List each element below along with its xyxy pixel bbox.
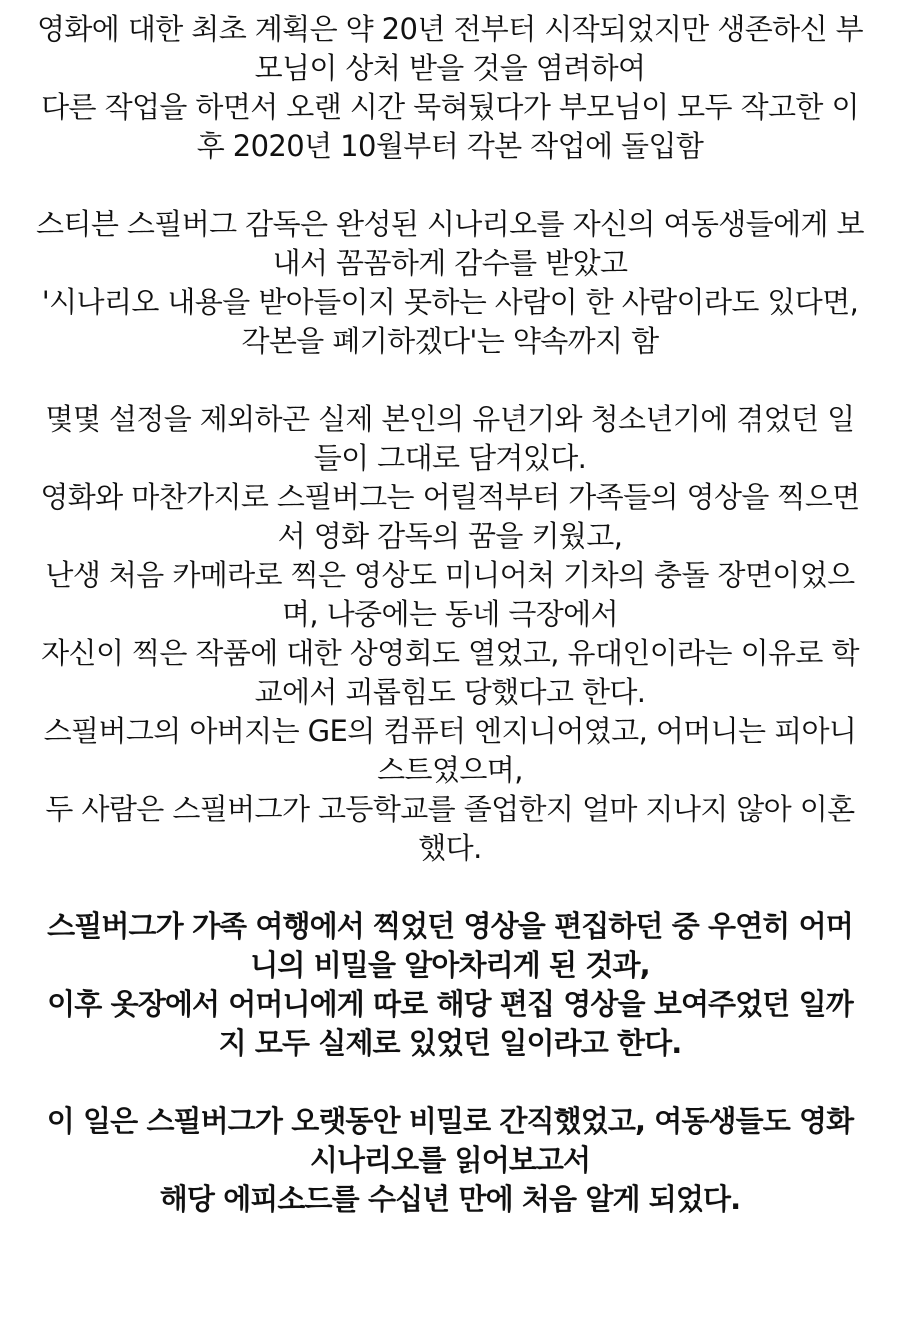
text-line: 다른 작업을 하면서 오랜 시간 묵혀뒀다가 부모님이 모두 작고한 이	[41, 90, 859, 124]
text-line: '시나리오 내용을 받아들이지 못하는 사람이 한 사람이라도 있다면,	[41, 285, 859, 319]
text-line: 영화에 대한 최초 계획은 약 20년 전부터 시작되었지만 생존하신 부	[36, 12, 864, 46]
paragraph-gap	[28, 361, 872, 400]
bold-text-line: 이후 옷장에서 어머니에게 따로 해당 편집 영상을 보여주었던 일까	[47, 987, 853, 1021]
text-line: 들이 그대로 담겨있다.	[313, 441, 587, 475]
text-line: 영화와 마찬가지로 스필버그는 어릴적부터 가족들의 영상을 찍으면	[40, 480, 860, 514]
text-line: 교에서 괴롭힘도 당했다고 한다.	[254, 675, 646, 709]
text-line: 스필버그의 아버지는 GE의 컴퓨터 엔지니어였고, 어머니는 피아니	[43, 714, 857, 748]
text-line: 각본을 폐기하겠다'는 약속까지 함	[241, 324, 659, 358]
text-line: 내서 꼼꼼하게 감수를 받았고	[272, 246, 628, 280]
text-line: 후 2020년 10월부터 각본 작업에 돌입함	[196, 129, 704, 163]
bold-text-line: 지 모두 실제로 있었던 일이라고 한다.	[218, 1026, 682, 1060]
bold-text-line: 해당 에피소드를 수십년 만에 처음 알게 되었다.	[159, 1182, 741, 1216]
text-line: 스티븐 스필버그 감독은 완성된 시나리오를 자신의 여동생들에게 보	[36, 207, 864, 241]
text-line: 했다.	[418, 831, 482, 865]
paragraph-gap	[28, 868, 872, 907]
text-line: 두 사람은 스필버그가 고등학교를 졸업한지 얼마 지나지 않아 이혼	[45, 792, 855, 826]
text-line: 스트였으며,	[377, 753, 523, 787]
text-line: 자신이 찍은 작품에 대한 상영회도 열었고, 유대인이라는 이유로 학	[41, 636, 859, 670]
text-line: 며, 나중에는 동네 극장에서	[281, 597, 619, 631]
paragraph-gap	[28, 1063, 872, 1102]
text-line: 서 영화 감독의 꿈을 키웠고,	[277, 519, 623, 553]
text-line: 난생 처음 카메라로 찍은 영상도 미니어처 기차의 충돌 장면이었으	[45, 558, 855, 592]
bold-text-line: 스필버그가 가족 여행에서 찍었던 영상을 편집하던 중 우연히 어머	[47, 909, 853, 943]
paragraph-gap	[28, 166, 872, 205]
bold-text-line: 이 일은 스필버그가 오랫동안 비밀로 간직했었고, 여동생들도 영화	[46, 1104, 854, 1138]
bold-text-line: 시나리오를 읽어보고서	[309, 1143, 591, 1177]
bold-text-line: 니의 비밀을 알아차리게 된 것과,	[250, 948, 650, 982]
text-line: 모님이 상처 받을 것을 염려하여	[254, 51, 646, 85]
text-line: 몇몇 설정을 제외하곤 실제 본인의 유년기와 청소년기에 겪었던 일	[45, 402, 855, 436]
